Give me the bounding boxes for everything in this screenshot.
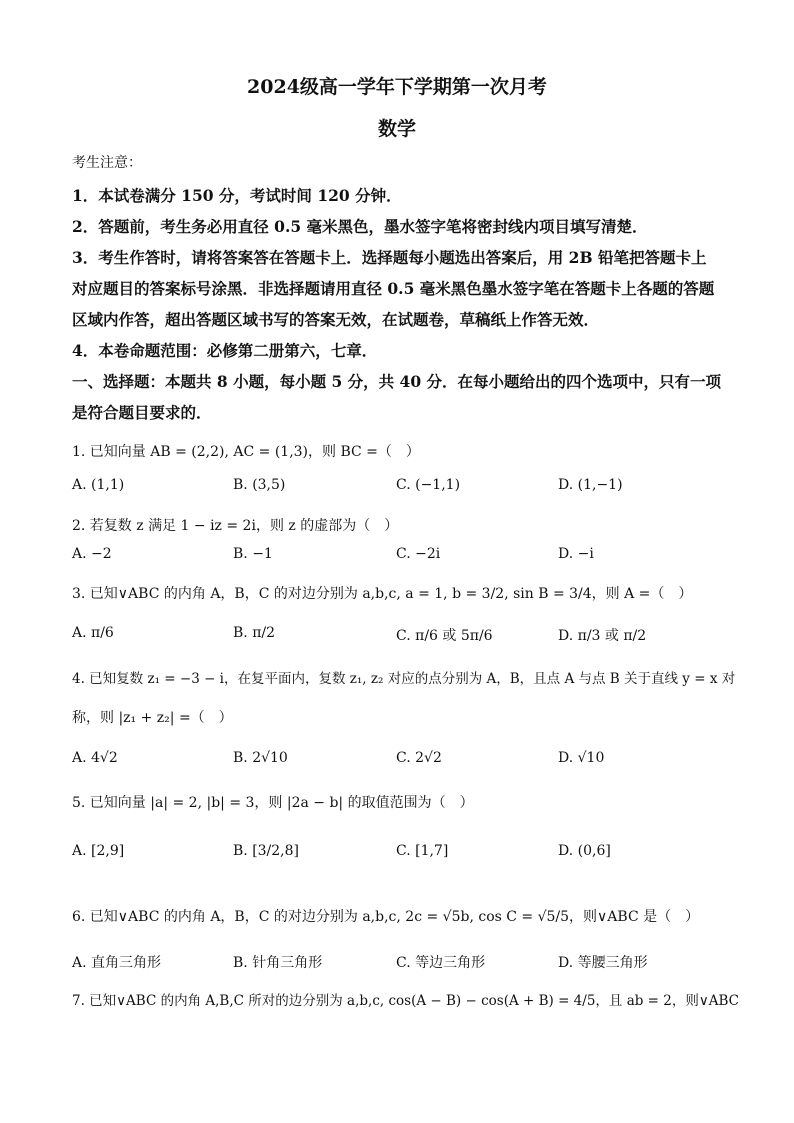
question-6: 6. 已知∨ABC 的内角 A，B，C 的对边分别为 a,b,c, 2c = √5b, cos C = √5/5，则∨ABC 是（ ）: [72, 909, 700, 925]
q2-option-a: A. −2: [72, 546, 112, 562]
q6-option-b: B. 针角三角形: [233, 955, 323, 971]
notice-item-3-cont2: 区域内作答，超出答题区域书写的答案无效，在试题卷，草稿纸上作答无效．: [72, 310, 600, 329]
q2-option-c: C. −2i: [396, 546, 441, 562]
q6-option-c: C. 等边三角形: [396, 955, 486, 971]
q5-option-c: C. [1,7]: [396, 843, 449, 859]
q1-option-d: D. (1,−1): [558, 477, 623, 493]
question-7: 7. 已知∨ABC 的内角 A,B,C 所对的边分别为 a,b,c, cos(A − B) − cos(A + B) = 4/5，且 ab = 2，则∨ABC: [72, 993, 740, 1009]
q3-option-a: A. π/6: [72, 625, 114, 641]
subject-title: 数学: [377, 118, 416, 140]
section-heading-line2: 是符合题目要求的．: [72, 403, 212, 422]
q6-option-d: D. 等腰三角形: [558, 955, 648, 971]
q4-option-a: A. 4√2: [72, 750, 118, 766]
notice-item-1: 1．本试卷满分 150 分，考试时间 120 分钟．: [72, 186, 402, 205]
q5-option-b: B. [3/2,8]: [233, 843, 300, 859]
q4-option-d: D. √10: [558, 750, 605, 766]
notice-item-2: 2．答题前，考生务必用直径 0.5 毫米黑色，墨水签字笔将密封线内项目填写清楚．: [72, 217, 648, 236]
q5-option-d: D. (0,6]: [558, 843, 611, 859]
question-5: 5. 已知向量 |a| = 2, |b| = 3，则 |2a − b| 的取值范围为（ ）: [72, 795, 474, 811]
question-4-line1: 4. 已知复数 z₁ = −3 − i，在复平面内，复数 z₁, z₂ 对应的点分别为 A，B，且点 A 与点 B 关于直线 y = x 对: [72, 671, 736, 687]
q3-option-b: B. π/2: [233, 625, 276, 641]
q1-option-c: C. (−1,1): [396, 477, 461, 493]
q1-option-b: B. (3,5): [233, 477, 286, 493]
question-2: 2. 若复数 z 满足 1 − iz = 2i，则 z 的虚部为（ ）: [72, 518, 399, 534]
question-1: 1. 已知向量 AB = (2,2), AC = (1,3)，则 BC =（ ）: [72, 444, 420, 460]
q4-option-c: C. 2√2: [396, 750, 442, 766]
notice-item-4: 4．本卷命题范围：必修第二册第六，七章．: [72, 341, 378, 360]
question-4-line2: 称，则 |z₁ + z₂| =（ ）: [72, 710, 233, 726]
q1-option-a: A. (1,1): [72, 477, 125, 493]
notice-item-3-cont: 对应题目的答案标号涂黑．非选择题请用直径 0.5 毫米黑色墨水签字笔在答题卡上各题的答题: [72, 279, 715, 298]
q2-option-d: D. −i: [558, 546, 594, 562]
section-heading-line1: 一、选择题：本题共 8 小题，每小题 5 分，共 40 分．在每小题给出的四个选项中，只有一项: [72, 372, 722, 391]
q3-option-c: C. π/6 或 5π/6: [396, 628, 493, 644]
q5-option-a: A. [2,9]: [72, 843, 125, 859]
notice-item-3: 3．考生作答时，请将答案答在答题卡上．选择题每小题选出答案后，用 2B 铅笔把答题卡上: [72, 248, 707, 267]
notice-heading: 考生注意：: [72, 155, 142, 171]
q3-option-d: D. π/3 或 π/2: [558, 628, 647, 644]
exam-title: 2024级高一学年下学期第一次月考: [247, 76, 547, 98]
q4-option-b: B. 2√10: [233, 750, 288, 766]
q6-option-a: A. 直角三角形: [72, 955, 162, 971]
q2-option-b: B. −1: [233, 546, 273, 562]
question-3: 3. 已知∨ABC 的内角 A，B，C 的对边分别为 a,b,c, a = 1, b = 3/2, sin B = 3/4，则 A =（ ）: [72, 586, 693, 602]
